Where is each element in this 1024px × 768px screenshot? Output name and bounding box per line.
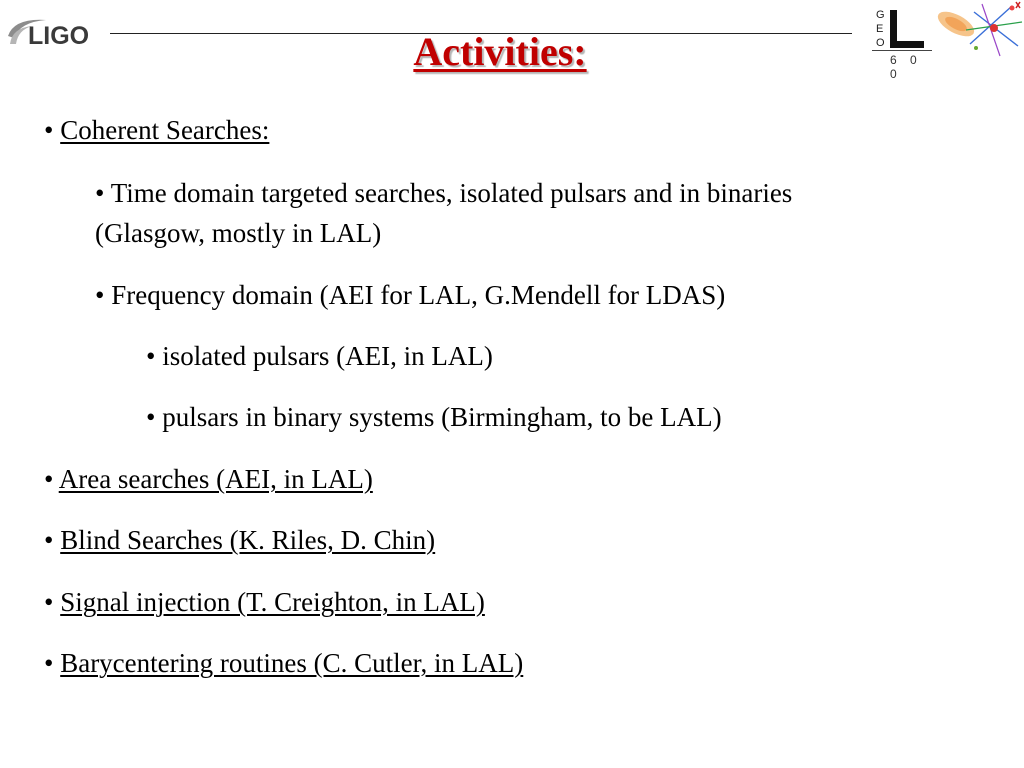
ligo-logo-text: LIGO bbox=[28, 22, 90, 50]
bullet-marker: • bbox=[44, 115, 61, 145]
bullet-barycentering bbox=[44, 643, 523, 683]
bullet-signal-injection bbox=[44, 582, 485, 622]
bullet-frequency-domain bbox=[95, 275, 725, 315]
bullet-area-searches bbox=[44, 459, 373, 499]
bullet-marker: • bbox=[44, 587, 61, 617]
bullet-text: Coherent Searches: bbox=[60, 115, 270, 145]
slide-title: Activities: bbox=[413, 29, 587, 74]
geo-letter-e: E bbox=[876, 23, 884, 35]
bullet-time-domain bbox=[95, 173, 792, 213]
geo-letter-o: O bbox=[876, 37, 885, 49]
bullet-marker: • bbox=[146, 341, 163, 371]
bullet-text: Time domain targeted searches, isolated pulsars and in binaries bbox=[110, 178, 793, 208]
geo-letter-g: G bbox=[876, 9, 885, 21]
bullet-marker: • bbox=[44, 648, 61, 678]
bullet-text: Barycentering routines (C. Cutler, in LAL) bbox=[60, 648, 524, 678]
bullet-marker: • bbox=[44, 464, 59, 494]
bullet-text: Frequency domain (AEI for LAL, G.Mendell for LDAS) bbox=[111, 280, 726, 310]
bullet-isolated-pulsars bbox=[146, 336, 493, 376]
bullet-coherent-searches bbox=[44, 110, 269, 150]
bullet-marker: • bbox=[95, 280, 112, 310]
bullet-blind-searches bbox=[44, 520, 435, 560]
bullet-binary-pulsars bbox=[146, 397, 722, 437]
bullet-marker: • bbox=[95, 178, 111, 208]
geo-number: 6 0 0 bbox=[890, 53, 922, 81]
bullet-text: Area searches (AEI, in LAL) bbox=[58, 464, 373, 494]
bullet-time-domain-continuation bbox=[95, 213, 381, 253]
bullet-marker: • bbox=[146, 402, 163, 432]
bullet-text: isolated pulsars (AEI, in LAL) bbox=[162, 341, 493, 371]
bullet-text: (Glasgow, mostly in LAL) bbox=[95, 218, 382, 248]
bullet-text: Signal injection (T. Creighton, in LAL) bbox=[60, 587, 485, 617]
bullet-text: pulsars in binary systems (Birmingham, to be LAL) bbox=[162, 402, 722, 432]
bullet-text: Blind Searches (K. Riles, D. Chin) bbox=[60, 525, 436, 555]
bullet-marker: • bbox=[44, 525, 61, 555]
